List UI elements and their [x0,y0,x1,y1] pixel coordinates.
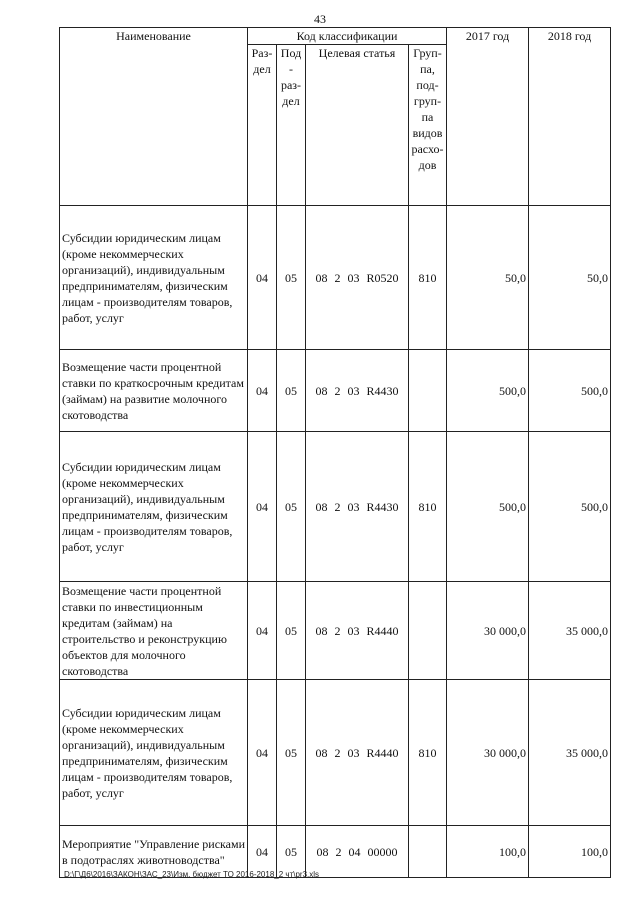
table-row [60,350,611,432]
header-group: Груп- па, под- груп- па видов расхо- дов [409,45,447,206]
row-podrazdel: 05 [277,582,306,680]
header-year-2017: 2017 год [447,28,529,206]
budget-table [59,27,611,878]
row-target: 08 2 03 R0520 [306,206,409,350]
row-2018: 500,0 [529,432,611,582]
row-razdel: 04 [248,680,277,826]
row-target: 08 2 04 00000 [306,826,409,878]
row-podrazdel: 05 [277,206,306,350]
row-name: Субсидии юридическим лицам (кроме некоммерческих организаций), индивидуальным предпринимателям, физическим лицам - производителям товаров, работ, услуг [60,680,248,826]
table-row [60,582,611,680]
row-2018: 100,0 [529,826,611,878]
row-2018: 50,0 [529,206,611,350]
row-podrazdel: 05 [277,680,306,826]
row-razdel: 04 [248,350,277,432]
table-row [60,206,611,350]
table-row [60,432,611,582]
row-podrazdel: 05 [277,826,306,878]
row-name: Возмещение части процентной ставки по краткосрочным кредитам (займам) на развитие молочного скотоводства [60,350,248,432]
row-group [409,350,447,432]
row-name: Субсидии юридическим лицам (кроме некоммерческих организаций), индивидуальным предпринимателям, физическим лицам - производителям товаров, работ, услуг [60,206,248,350]
row-podrazdel: 05 [277,432,306,582]
row-group [409,582,447,680]
row-group: 810 [409,206,447,350]
header-year-2018: 2018 год [529,28,611,206]
row-2017: 30 000,0 [447,582,529,680]
row-group: 810 [409,680,447,826]
row-razdel: 04 [248,206,277,350]
header-razdel: Раз- дел [248,45,277,206]
row-2018: 35 000,0 [529,582,611,680]
row-razdel: 04 [248,582,277,680]
row-target: 08 2 03 R4440 [306,680,409,826]
table-row [60,680,611,826]
header-podrazdel: Под- раз- дел [277,45,306,206]
row-2018: 500,0 [529,350,611,432]
row-name: Мероприятие "Управление рисками в подотраслях животноводства" [60,826,248,878]
header-name: Наименование [60,28,248,206]
file-path-footer: D:\Г\Д6\2016\ЗАКОН\ЗАС_23\Изм. бюджет ТО 2016-2018_2 чт\pr3.xls [64,870,320,879]
row-razdel: 04 [248,826,277,878]
header-target: Целевая статья [306,45,409,206]
row-name: Субсидии юридическим лицам (кроме некоммерческих организаций), индивидуальным предпринимателям, физическим лицам - производителям товаров, работ, услуг [60,432,248,582]
row-2017: 100,0 [447,826,529,878]
row-target: 08 2 03 R4430 [306,432,409,582]
row-2017: 30 000,0 [447,680,529,826]
row-name: Возмещение части процентной ставки по инвестиционным кредитам (займам) на строительство и реконструкцию объектов для молочного скотоводства [60,582,248,680]
header-classification: Код классификации [248,28,447,45]
row-2017: 50,0 [447,206,529,350]
row-group [409,826,447,878]
row-razdel: 04 [248,432,277,582]
row-target: 08 2 03 R4440 [306,582,409,680]
row-2017: 500,0 [447,350,529,432]
row-target: 08 2 03 R4430 [306,350,409,432]
row-podrazdel: 05 [277,350,306,432]
row-group: 810 [409,432,447,582]
page-number: 43 [314,12,326,26]
row-2018: 35 000,0 [529,680,611,826]
row-2017: 500,0 [447,432,529,582]
